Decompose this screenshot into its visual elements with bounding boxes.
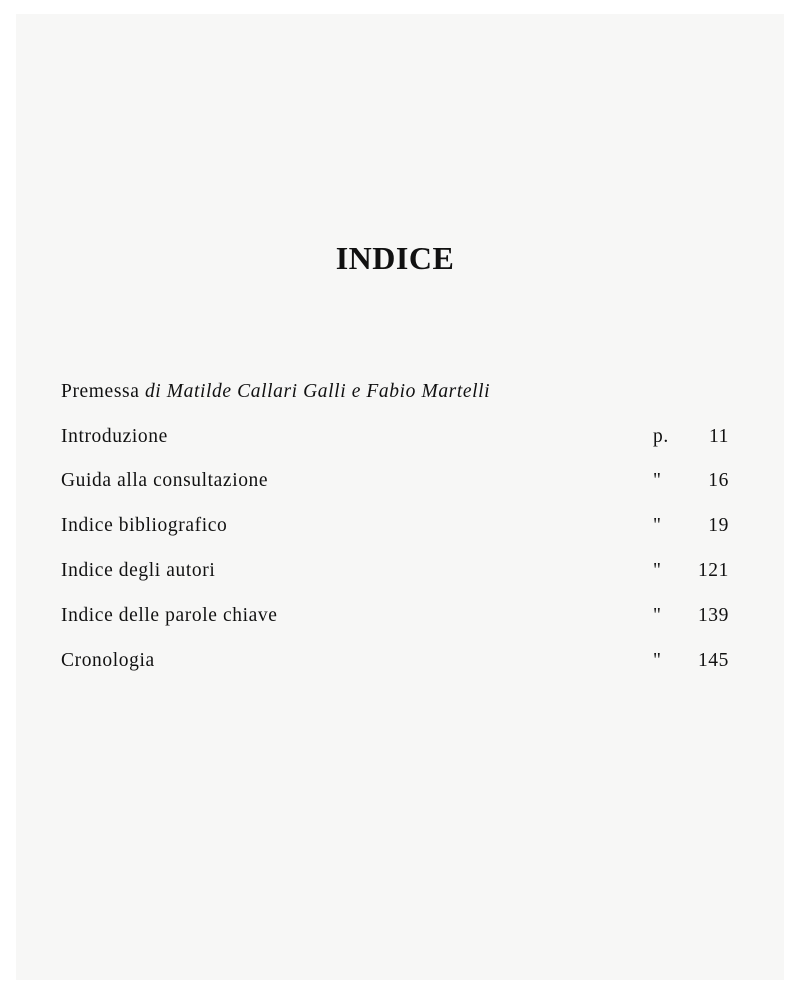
toc-entry [61, 557, 729, 585]
toc-page-number: 139 [697, 605, 729, 626]
toc-entry [61, 467, 729, 495]
toc-entry-label: Premessa di Matilde Callari Galli e Fabio Martelli [61, 381, 491, 402]
toc-entry [61, 602, 729, 630]
toc-entry-label: Indice degli autori [61, 560, 216, 581]
toc-entry [61, 512, 729, 540]
toc-entry-authors: di Matilde Callari Galli e Fabio Martelli [144, 381, 491, 402]
page-title: INDICE [335, 240, 455, 276]
toc-entry-preface [61, 378, 729, 406]
toc-page-number: 19 [708, 515, 729, 536]
toc-entry [61, 423, 729, 451]
toc-ditto-mark: " [653, 470, 662, 491]
document-page [16, 14, 784, 980]
toc-entry [61, 647, 729, 675]
toc-page-number: 16 [708, 470, 729, 491]
toc-ditto-mark: " [653, 650, 662, 671]
toc-entry-label: Cronologia [61, 650, 155, 671]
toc-entry-label: Introduzione [61, 426, 168, 447]
toc-entry-label: Guida alla consultazione [61, 470, 269, 491]
toc-page-prefix: p. [653, 426, 669, 447]
toc-ditto-mark: " [653, 515, 662, 536]
toc-page-number: 11 [709, 426, 729, 447]
toc-entry-label: Indice bibliografico [61, 515, 228, 536]
toc-ditto-mark: " [653, 560, 662, 581]
toc-entry-label: Indice delle parole chiave [61, 605, 278, 626]
toc-page-number: 121 [697, 560, 729, 581]
toc-page-number: 145 [697, 650, 729, 671]
toc-ditto-mark: " [653, 605, 662, 626]
